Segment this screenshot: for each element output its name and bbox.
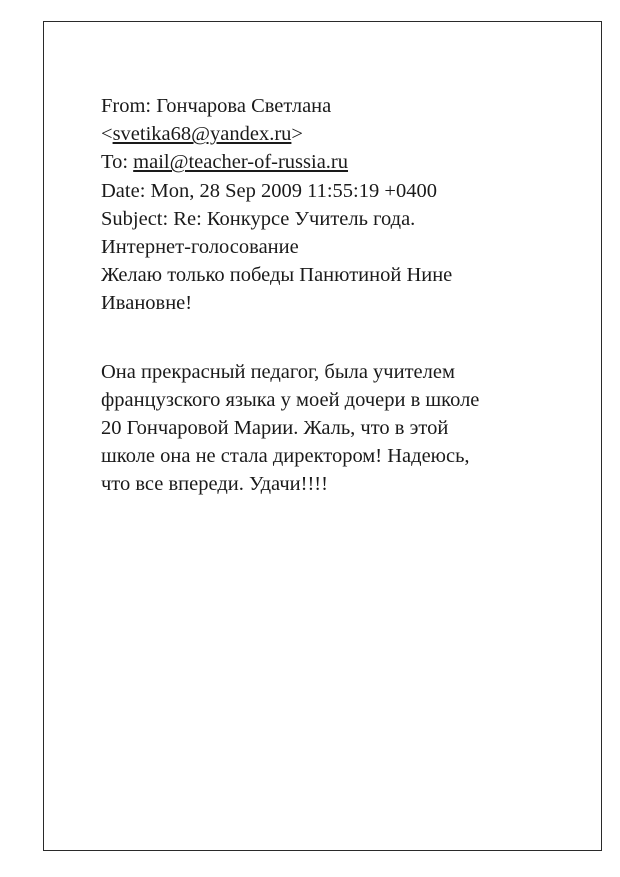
from-email-line bbox=[101, 120, 581, 148]
to-email-link[interactable]: mail@teacher-of-russia.ru bbox=[133, 151, 349, 174]
body-para2-line2: французского языка у моей дочери в школе bbox=[101, 388, 480, 411]
from-email-link[interactable]: svetika68@yandex.ru bbox=[112, 123, 292, 146]
body-para2-line1: Она прекрасный педагог, была учителем bbox=[101, 360, 455, 383]
from-label: From: bbox=[101, 95, 157, 117]
from-line bbox=[101, 92, 581, 120]
body-para2-line4: школе она не стала директором! Надеюсь, bbox=[101, 445, 470, 468]
body-para2-line5: что все впереди. Удачи!!!! bbox=[101, 473, 328, 496]
from-email-close: > bbox=[291, 123, 303, 146]
to-line bbox=[101, 148, 581, 176]
from-email-open: < bbox=[101, 123, 113, 146]
body-para2-line3: 20 Гончаровой Марии. Жаль, что в этой bbox=[101, 417, 449, 440]
body-para1-line2: Ивановне! bbox=[101, 292, 193, 315]
paragraph-gap bbox=[101, 318, 581, 358]
email-document bbox=[101, 92, 581, 499]
body-para1-line1: Желаю только победы Панютиной Нине bbox=[101, 264, 453, 287]
subject-line: Subject: Re: Конкурсе Учитель года. bbox=[101, 207, 416, 230]
to-label: To: bbox=[101, 151, 134, 174]
date-line: Date: Mon, 28 Sep 2009 11:55:19 +0400 bbox=[101, 179, 437, 202]
from-name: Гончарова Светлана bbox=[156, 95, 332, 117]
subject-continuation: Интернет-голосование bbox=[101, 236, 299, 259]
